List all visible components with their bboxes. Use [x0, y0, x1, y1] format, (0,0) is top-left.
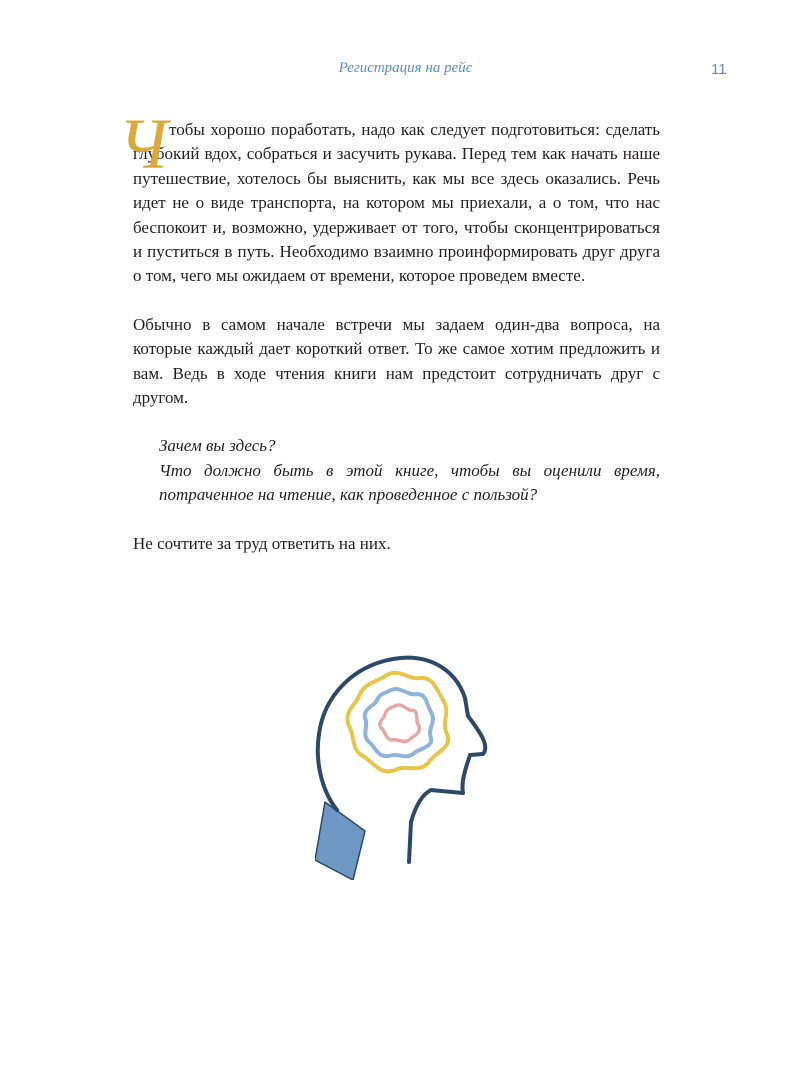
paragraph-2: Обычно в самом начале встречи мы задаем один-два вопроса, на которые каждый дает короткий ответ. То же самое хотим предложить и вам. Ведь в ходе чтения книги нам предстоит сотрудничать друг с другом. [133, 314, 660, 408]
head-with-thought-waves-icon [315, 650, 535, 880]
paragraph-1 [118, 104, 660, 289]
question-2: Что должно быть в этой книге, чтобы вы оценили время, потраченное на чтение, как проведенное с пользой? [159, 460, 660, 505]
page-number: 11 [711, 61, 727, 78]
collar-shape [315, 802, 365, 880]
blue-wave [365, 689, 433, 756]
main-text [118, 104, 660, 556]
paragraph-1-text: тобы хорошо поработать, надо как следует подготовиться: сделать глубокий вдох, собраться и засучить рукава. Перед тем как начать наше путешествие, хотелось бы выяснить, как мы все здесь оказались. Речь идет не о виде транспорта, на котором мы приехали, а о том, что нас беспокоит и, возможно, удерживает от того, чтобы сконцентрироваться и пуститься в путь. Необходимо взаимно проинформировать друг друга о том, чего мы ожидаем от времени, которое проведем вместе. [133, 120, 660, 286]
question-1: Зачем вы здесь? [159, 436, 276, 456]
closing-line: Не сочтите за труд ответить на них. [133, 533, 391, 553]
running-head: Регистрация на рейс [338, 60, 473, 76]
question-list [159, 434, 660, 507]
pink-wave [380, 705, 419, 741]
drop-cap: Ч [118, 104, 168, 184]
